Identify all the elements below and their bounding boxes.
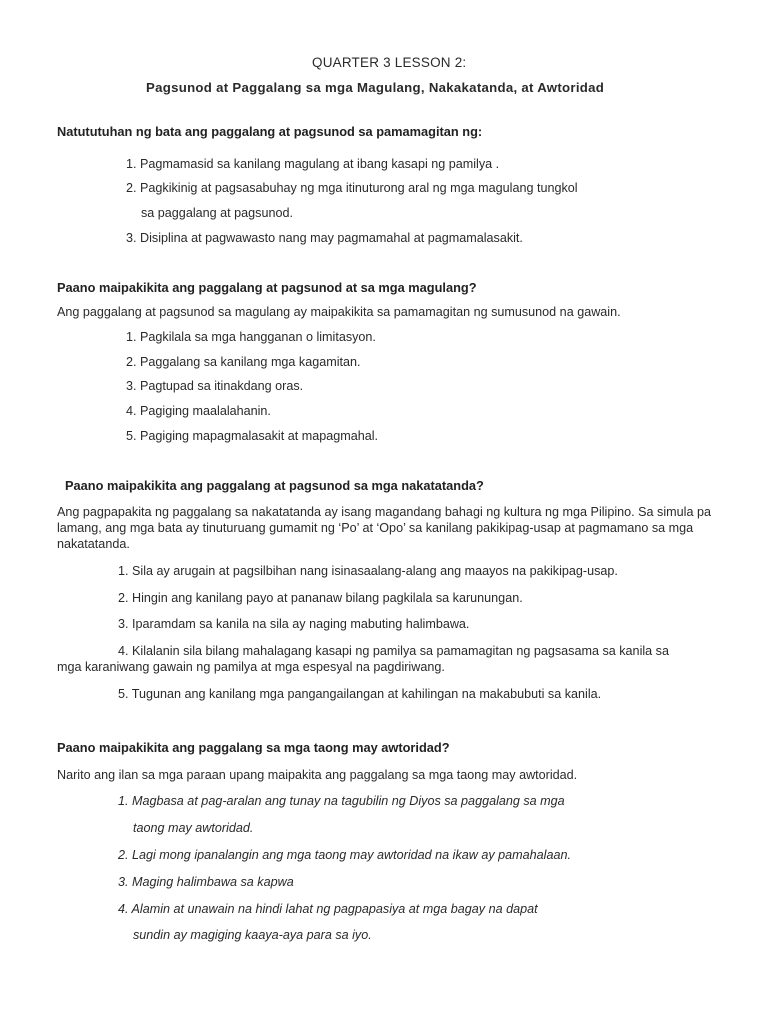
section1-item-continuation: sa paggalang at pagsunod. <box>141 206 293 220</box>
section1-heading: Natututuhan ng bata ang paggalang at pagsunod sa pamamagitan ng: <box>57 124 483 139</box>
section4-item: 2. Lagi mong ipanalangin ang mga taong may awtoridad na ikaw ay pamahalaan. <box>118 848 571 862</box>
section4-item: 4. Alamin at unawain na hindi lahat ng pagpapasiya at mga bagay na dapat <box>118 902 538 916</box>
section3-intro: Ang pagpapakita ng paggalang sa nakatatanda ay isang magandang bahagi ng kultura ng mga Pilipino. Sa simula pa lamang, ang mga bata ay tinuturuang gumamit ng ‘Po’ at ‘Opo’ sa kanilang pakikipag-usap at pagmamano sa mga nakatatanda. <box>57 505 711 551</box>
section4-item: 1. Magbasa at pag-aralan ang tunay na tagubilin ng Diyos sa paggalang sa mga <box>118 794 565 808</box>
section2-intro: Ang paggalang at pagsunod sa magulang ay maipakikita sa pamamagitan ng sumusunod na gawain. <box>57 305 621 319</box>
section3-item: 5. Tugunan ang kanilang mga pangangailangan at kahilingan na makabubuti sa kanila. <box>118 687 602 701</box>
section2-heading: Paano maipakikita ang paggalang at pagsunod at sa mga magulang? <box>57 280 477 295</box>
section1-item: 3. Disiplina at pagwawasto nang may pagmamahal at pagmamalasakit. <box>126 231 523 245</box>
section3-item-continuation: mga karaniwang gawain ng pamilya at mga espesyal na pagdiriwang. <box>57 660 445 674</box>
section2-item: 1. Pagkilala sa mga hangganan o limitasyon. <box>126 330 376 344</box>
section1-item: 2. Pagkikinig at pagsasabuhay ng mga itinuturong aral ng mga magulang tungkol <box>126 181 578 195</box>
section3-item: 2. Hingin ang kanilang payo at pananaw bilang pagkilala sa karunungan. <box>118 591 523 605</box>
document-title: QUARTER 3 LESSON 2: <box>312 55 467 70</box>
section3-heading: Paano maipakikita ang paggalang at pagsunod sa mga nakatatanda? <box>65 478 484 493</box>
section1-item: 1. Pagmamasid sa kanilang magulang at ibang kasapi ng pamilya . <box>126 157 500 171</box>
section4-intro: Narito ang ilan sa mga paraan upang maipakita ang paggalang sa mga taong may awtoridad. <box>57 768 578 782</box>
section2-item: 5. Pagiging mapagmalasakit at mapagmahal. <box>126 429 379 443</box>
section4-item-continuation: sundin ay magiging kaaya-aya para sa iyo. <box>133 928 372 942</box>
document-subtitle: Pagsunod at Paggalang sa mga Magulang, Nakakatanda, at Awtoridad <box>146 80 605 95</box>
section4-heading: Paano maipakikita ang paggalang sa mga taong may awtoridad? <box>57 740 450 755</box>
section2-item: 2. Paggalang sa kanilang mga kagamitan. <box>126 355 361 369</box>
section2-item: 3. Pagtupad sa itinakdang oras. <box>126 379 304 393</box>
section4-item: 3. Maging halimbawa sa kapwa <box>118 875 294 889</box>
section3-item: 3. Iparamdam sa kanila na sila ay naging mabuting halimbawa. <box>118 617 470 631</box>
section2-item: 4. Pagiging maalalahanin. <box>126 404 271 418</box>
section4-item-continuation: taong may awtoridad. <box>133 821 254 835</box>
section3-item: 4. Kilalanin sila bilang mahalagang kasapi ng pamilya sa pamamagitan ng pagsasama sa kanila sa <box>118 644 669 658</box>
section3-item: 1. Sila ay arugain at pagsilbihan nang isinasaalang-alang ang maayos na pakikipag-usap. <box>118 564 618 578</box>
